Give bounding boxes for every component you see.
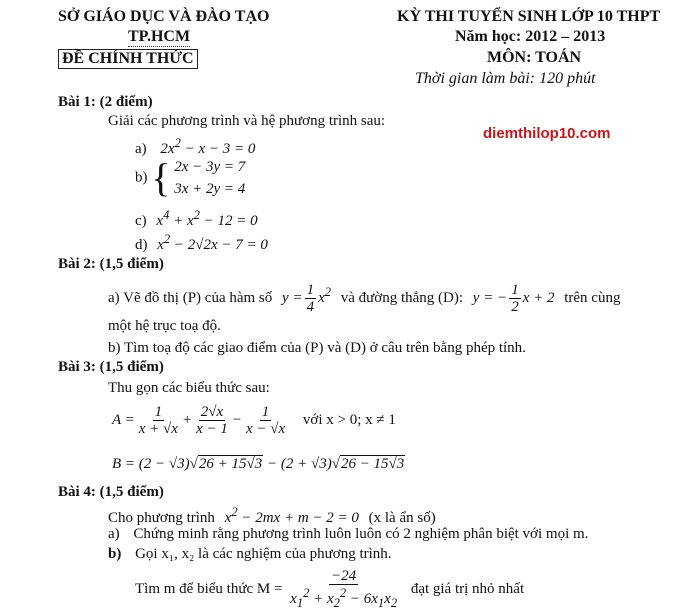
bai2-a-text3: trên cùng <box>564 289 621 306</box>
bai4-m-text1: Tìm m để biểu thức M = <box>135 580 283 597</box>
bai2-title: Bài 2: (1,5 điểm) <box>58 256 164 272</box>
bai3-title: Bài 3: (1,5 điểm) <box>58 359 164 375</box>
subject: MÔN: TOÁN <box>487 49 582 66</box>
bai4-intro2: (x là ẩn số) <box>368 510 436 526</box>
bai3-expr-a: A = $\frac{1}{x + √x}$ + $\frac{2√x}{x - 1}$ − $\frac{1}{x - √x}$ với x > 0; x ≠ 1 <box>112 404 396 437</box>
bai1-c: c) $x^4 + x^2 - 12 = 0$ <box>135 208 258 229</box>
bai4-m: Tìm m để biểu thức M = $\frac{-24}{x_1^2 + x_2^2 - 6x_1x_2}$ đạt giá trị nhỏ nhất <box>135 568 525 610</box>
bai1-d: d) $x^2 - 2√2x - 7 = 0$ <box>135 232 268 253</box>
bai2-b: b) Tìm toạ độ các giao điểm của (P) và (D) ở câu trên bằng phép tính. <box>108 340 526 356</box>
bai4-a-text: Chứng minh rằng phương trình luôn luôn có 2 nghiệm phân biệt với mọi m. <box>133 526 589 542</box>
bai4-a-label: a) <box>108 526 120 542</box>
dept-line1: SỞ GIÁO DỤC VÀ ĐÀO TẠO <box>58 8 270 25</box>
bai1-a: a) $2x^2 - x - 3 = 0$ <box>135 136 256 157</box>
bai4-a <box>108 526 588 543</box>
bai4-b-text: Gọi x₁, x₂ là các nghiệm của phương trình. <box>135 546 392 562</box>
bai3-intro: Thu gọn các biểu thức sau: <box>108 380 270 396</box>
official-box: ĐỀ CHÍNH THỨC <box>58 49 198 69</box>
dept-line2: TP.HCM <box>128 28 191 45</box>
bai2-a-text1: a) Vẽ đồ thị (P) của hàm số <box>108 289 273 306</box>
bai1-c-label: c) <box>135 213 147 229</box>
watermark-logo: diemthilop10.com <box>483 125 611 142</box>
exam-title: KỲ THI TUYỂN SINH LỚP 10 THPT <box>397 8 661 25</box>
bai4-b-label: b) <box>108 546 122 562</box>
bai2-a: a) Vẽ đồ thị (P) của hàm số y = $\frac{1}{4}$ $x^2$ và đường thẳng (D): y = − $\frac{1}{2}$ x + 2 trên cùng <box>108 282 621 315</box>
bai2-a-text4: một hệ trục toạ độ. <box>108 318 221 334</box>
bai2-a-text2: và đường thẳng (D): <box>340 289 464 306</box>
bai4-title: Bài 4: (1,5 điểm) <box>58 484 164 500</box>
bai1-b-label: b) <box>135 169 148 186</box>
bai3-cond: với x > 0; x ≠ 1 <box>302 411 396 428</box>
bai1-a-label: a) <box>135 141 147 157</box>
bai4-b <box>108 546 392 563</box>
duration: Thời gian làm bài: 120 phút <box>415 70 596 87</box>
bai1-d-label: d) <box>135 237 148 253</box>
bai4-m-text2: đạt giá trị nhỏ nhất <box>410 580 525 597</box>
bai4-intro1: Cho phương trình <box>108 510 215 526</box>
bai1-title: Bài 1: (2 điểm) <box>58 94 153 110</box>
bai4-intro: Cho phương trình $x^2 - 2mx + m - 2 = 0$ (x là ẩn số) <box>108 505 436 526</box>
bai3-expr-b: B = (2 − √3)√26 + 15√3 − (2 + √3)√26 − 15√3 <box>112 456 405 472</box>
bai1-intro: Giải các phương trình và hệ phương trình sau: <box>108 113 386 129</box>
school-year: Năm học: 2012 – 2013 <box>455 28 606 45</box>
bai1-b: b) { 2x − 3y = 7 3x + 2y = 4 <box>135 155 246 200</box>
